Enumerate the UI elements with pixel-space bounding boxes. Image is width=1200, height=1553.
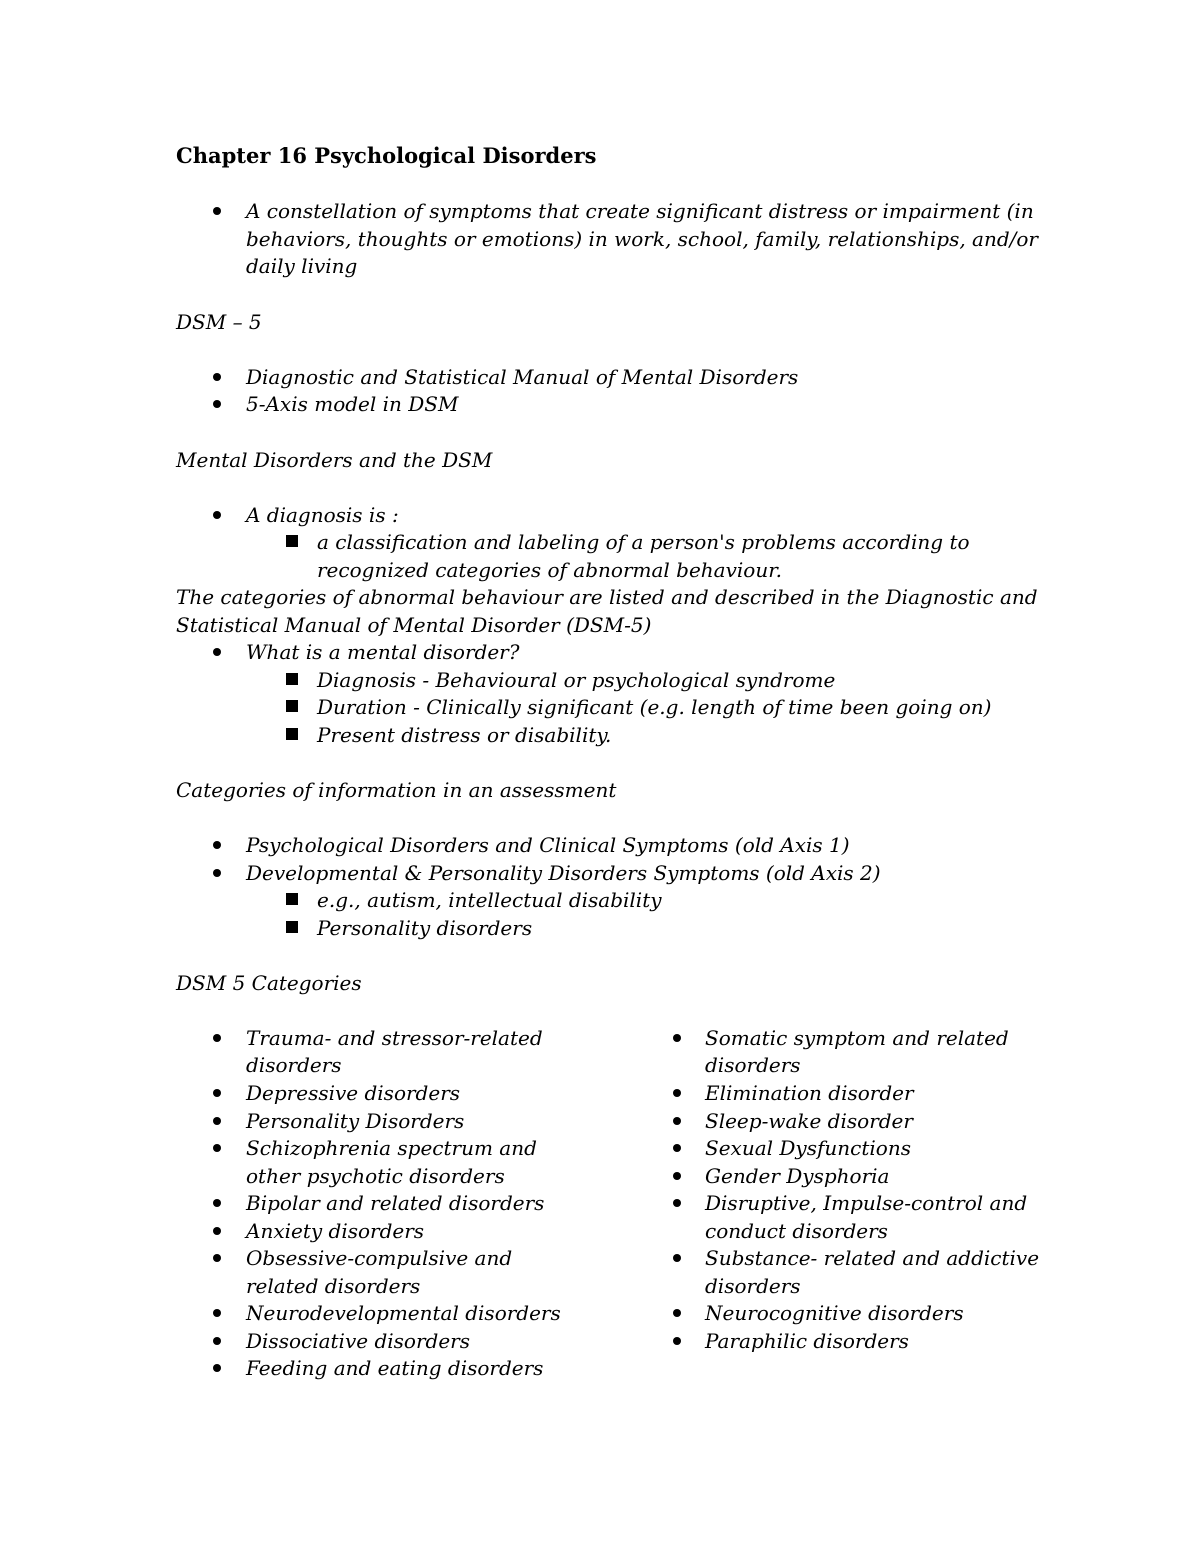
diagnosis-definition: recognized categories of abnormal behaviour. xyxy=(317,558,782,582)
bullet-dot xyxy=(673,1172,681,1180)
diagnosis-label: A diagnosis is : xyxy=(246,503,399,527)
category-item: disorders xyxy=(705,1274,801,1298)
bullet-dot xyxy=(213,1034,221,1042)
intro-line: A constellation of symptoms that create significant distress or impairment (in xyxy=(246,199,1034,223)
category-item: Somatic symptom and related xyxy=(705,1026,1009,1050)
category-item: Bipolar and related disorders xyxy=(246,1191,545,1215)
bullet-dot xyxy=(213,511,221,519)
category-item: Neurocognitive disorders xyxy=(705,1301,964,1325)
dsm-item: Diagnostic and Statistical Manual of Mental Disorders xyxy=(246,365,799,389)
square-bullet xyxy=(286,921,298,933)
category-item: conduct disorders xyxy=(705,1219,888,1243)
bullet-dot xyxy=(673,1117,681,1125)
dsm-heading: DSM – 5 xyxy=(176,310,262,334)
square-bullet xyxy=(286,535,298,547)
bullet-dot xyxy=(213,1364,221,1372)
category-item: Elimination disorder xyxy=(705,1081,914,1105)
dsm-item: 5-Axis model in DSM xyxy=(246,392,459,416)
bullet-dot xyxy=(213,648,221,656)
square-bullet xyxy=(286,700,298,712)
intro-line: daily living xyxy=(246,254,358,278)
bullet-dot xyxy=(213,1254,221,1262)
category-item: Anxiety disorders xyxy=(246,1219,425,1243)
paragraph-line: The categories of abnormal behaviour are listed and described in the Diagnostic and xyxy=(176,585,1038,609)
bullet-dot xyxy=(673,1254,681,1262)
bullet-dot xyxy=(673,1337,681,1345)
paragraph-line: Statistical Manual of Mental Disorder (DSM-5) xyxy=(176,613,652,637)
assessment-subitem: e.g., autism, intellectual disability xyxy=(317,888,662,912)
category-item: Personality Disorders xyxy=(246,1109,465,1133)
bullet-dot xyxy=(213,1117,221,1125)
category-item: Dissociative disorders xyxy=(246,1329,470,1353)
intro-line: behaviors, thoughts or emotions) in work, school, family, relationships, and/or xyxy=(246,227,1038,251)
bullet-dot xyxy=(213,1337,221,1345)
assessment-item: Psychological Disorders and Clinical Symptoms (old Axis 1) xyxy=(246,833,850,857)
bullet-dot xyxy=(213,207,221,215)
mental-question: What is a mental disorder? xyxy=(246,640,520,664)
bullet-dot xyxy=(213,1309,221,1317)
category-item: Sexual Dysfunctions xyxy=(705,1136,911,1160)
criteria-item: Duration - Clinically significant (e.g. length of time been going on) xyxy=(317,695,992,719)
bullet-dot xyxy=(213,1227,221,1235)
diagnosis-definition: a classification and labeling of a person's problems according to xyxy=(317,530,970,554)
bullet-dot xyxy=(673,1199,681,1207)
assessment-item: Developmental & Personality Disorders Symptoms (old Axis 2) xyxy=(246,861,881,885)
category-item: Obsessive-compulsive and xyxy=(246,1246,513,1270)
category-item: Depressive disorders xyxy=(246,1081,461,1105)
criteria-item: Present distress or disability. xyxy=(317,723,612,747)
category-item: related disorders xyxy=(246,1274,421,1298)
bullet-dot xyxy=(213,869,221,877)
bullet-dot xyxy=(673,1309,681,1317)
page-title: Chapter 16 Psychological Disorders xyxy=(176,143,597,168)
bullet-dot xyxy=(673,1144,681,1152)
assessment-subitem: Personality disorders xyxy=(317,916,533,940)
bullet-dot xyxy=(213,1089,221,1097)
bullet-dot xyxy=(213,1144,221,1152)
bullet-dot xyxy=(213,400,221,408)
bullet-dot xyxy=(213,841,221,849)
category-item: Sleep-wake disorder xyxy=(705,1109,913,1133)
category-item: Paraphilic disorders xyxy=(705,1329,909,1353)
bullet-dot xyxy=(673,1034,681,1042)
category-item: other psychotic disorders xyxy=(246,1164,505,1188)
category-item: Gender Dysphoria xyxy=(705,1164,890,1188)
square-bullet xyxy=(286,673,298,685)
category-item: Schizophrenia spectrum and xyxy=(246,1136,537,1160)
category-item: Substance- related and addictive xyxy=(705,1246,1040,1270)
mental-heading: Mental Disorders and the DSM xyxy=(176,448,493,472)
bullet-dot xyxy=(213,373,221,381)
bullet-dot xyxy=(673,1089,681,1097)
category-item: Trauma- and stressor-related xyxy=(246,1026,543,1050)
category-item: Feeding and eating disorders xyxy=(246,1356,544,1380)
categories-heading: DSM 5 Categories xyxy=(176,971,362,995)
assessment-heading: Categories of information in an assessment xyxy=(176,778,617,802)
bullet-dot xyxy=(213,1199,221,1207)
square-bullet xyxy=(286,893,298,905)
square-bullet xyxy=(286,728,298,740)
category-item: disorders xyxy=(246,1053,342,1077)
category-item: disorders xyxy=(705,1053,801,1077)
category-item: Disruptive, Impulse-control and xyxy=(705,1191,1028,1215)
criteria-item: Diagnosis - Behavioural or psychological syndrome xyxy=(317,668,836,692)
category-item: Neurodevelopmental disorders xyxy=(246,1301,561,1325)
